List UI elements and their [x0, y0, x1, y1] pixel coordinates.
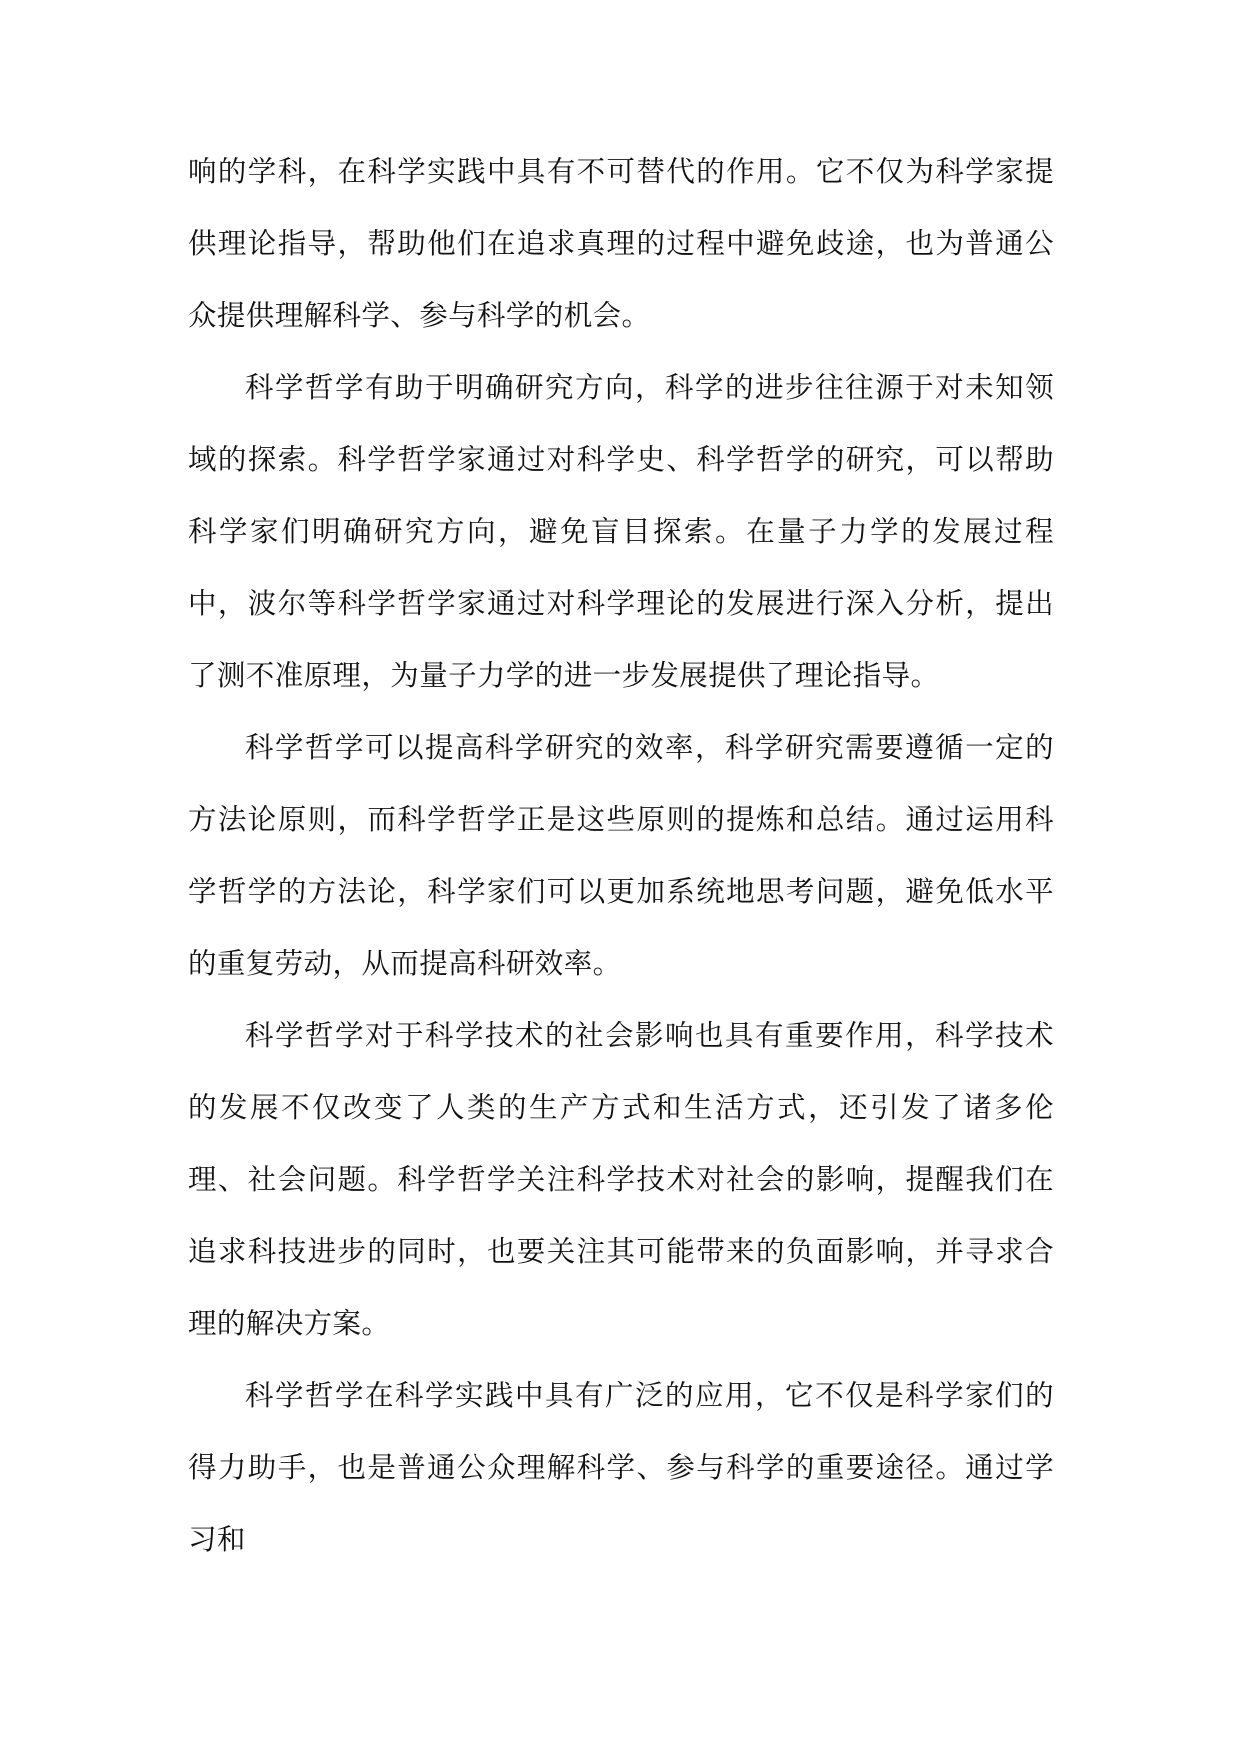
- paragraph-5: 科学哲学在科学实践中具有广泛的应用，它不仅是科学家们的得力助手，也是普通公众理解科学、参与科学的重要途径。通过学习和: [188, 1379, 1054, 1556]
- body-text: [188, 136, 1054, 1576]
- paragraph-1: 响的学科，在科学实践中具有不可替代的作用。它不仅为科学家提供理论指导，帮助他们在追求真理的过程中避免歧途，也为普通公众提供理解科学、参与科学的机会。: [188, 155, 1054, 332]
- paragraph-2: 科学哲学有助于明确研究方向，科学的进步往往源于对未知领域的探索。科学哲学家通过对科学史、科学哲学的研究，可以帮助科学家们明确研究方向，避免盲目探索。在量子力学的发展过程中，波尔等科学哲学家通过对科学理论的发展进行深入分析，提出了测不准原理，为量子力学的进一步发展提供了理论指导。: [188, 371, 1054, 692]
- paragraph-4: 科学哲学对于科学技术的社会影响也具有重要作用，科学技术的发展不仅改变了人类的生产方式和生活方式，还引发了诸多伦理、社会问题。科学哲学关注科学技术对社会的影响，提醒我们在追求科技进步的同时，也要关注其可能带来的负面影响，并寻求合理的解决方案。: [188, 1019, 1054, 1340]
- paragraph-3: 科学哲学可以提高科学研究的效率，科学研究需要遵循一定的方法论原则，而科学哲学正是这些原则的提炼和总结。通过运用科学哲学的方法论，科学家们可以更加系统地思考问题，避免低水平的重复劳动，从而提高科研效率。: [188, 731, 1054, 980]
